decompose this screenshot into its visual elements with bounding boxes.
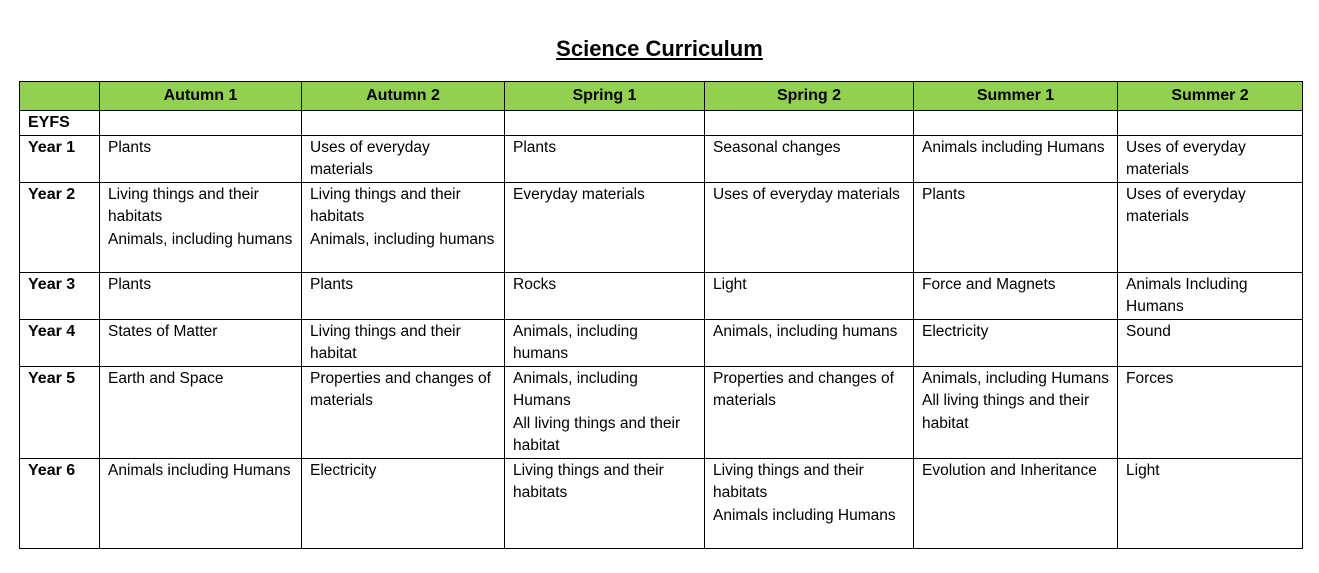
cell-topic: Properties and changes of materials	[310, 369, 491, 409]
table-row	[20, 319, 1303, 366]
cell-topic: Living things and their habitats	[513, 461, 664, 501]
cell-topic: Animals including Humans	[713, 506, 896, 524]
table-cell	[705, 111, 914, 136]
table-row	[20, 111, 1303, 136]
header-row	[20, 82, 1303, 111]
row-label: Year 6	[20, 458, 100, 548]
header-summer-2: Summer 2	[1118, 82, 1303, 111]
table-cell	[705, 135, 914, 182]
cell-topic: Forces	[1126, 369, 1174, 387]
table-cell	[1118, 135, 1303, 182]
cell-topic: States of Matter	[108, 322, 218, 340]
cell-topic: Animals, including humans	[713, 322, 898, 340]
cell-topic: Electricity	[922, 322, 989, 340]
cell-topic: Earth and Space	[108, 369, 224, 387]
cell-topic: Animals, including humans	[513, 322, 638, 362]
cell-topic: Force and Magnets	[922, 275, 1056, 293]
row-label: Year 2	[20, 182, 100, 272]
table-cell	[705, 272, 914, 319]
cell-topic: All living things and their habitat	[513, 414, 681, 454]
table-cell	[914, 319, 1118, 366]
cell-topic: Light	[1126, 461, 1160, 479]
header-autumn-1: Autumn 1	[100, 82, 302, 111]
row-label: Year 3	[20, 272, 100, 319]
table-cell	[302, 366, 505, 458]
table-cell	[302, 272, 505, 319]
cell-topic: Living things and their habitats	[310, 185, 461, 225]
cell-topic: Everyday materials	[513, 185, 645, 203]
cell-topic: Animals Including Humans	[1126, 275, 1248, 315]
table-cell	[705, 366, 914, 458]
table-cell	[914, 182, 1118, 272]
table-cell	[505, 366, 705, 458]
table-cell	[705, 319, 914, 366]
table-row	[20, 182, 1303, 272]
table-cell	[100, 182, 302, 272]
table-cell	[1118, 182, 1303, 272]
cell-topic: Living things and their habitat	[310, 322, 461, 362]
cell-topic: Properties and changes of materials	[713, 369, 894, 409]
table-cell	[914, 272, 1118, 319]
cell-topic: Plants	[108, 138, 152, 156]
table-cell	[302, 458, 505, 548]
table-cell	[914, 458, 1118, 548]
cell-topic: Uses of everyday materials	[713, 185, 900, 203]
header-summer-1: Summer 1	[914, 82, 1118, 111]
table-cell	[505, 319, 705, 366]
cell-topic: Plants	[310, 275, 354, 293]
table-cell	[100, 458, 302, 548]
table-cell	[1118, 366, 1303, 458]
cell-topic: Animals, including Humans	[922, 369, 1109, 387]
table-cell	[302, 319, 505, 366]
cell-topic: Animals including Humans	[108, 461, 291, 479]
table-cell	[1118, 458, 1303, 548]
page-title: Science Curriculum	[556, 36, 763, 61]
table-cell	[505, 111, 705, 136]
table-row	[20, 272, 1303, 319]
cell-topic: Animals including Humans	[922, 138, 1105, 156]
cell-topic: All living things and their habitat	[922, 392, 1090, 432]
cell-topic: Uses of everyday materials	[1126, 185, 1246, 225]
table-cell	[302, 135, 505, 182]
table-row	[20, 458, 1303, 548]
table-cell	[914, 111, 1118, 136]
table-cell	[505, 458, 705, 548]
header-spring-1: Spring 1	[505, 82, 705, 111]
cell-topic: Plants	[108, 275, 152, 293]
cell-topic: Animals, including humans	[310, 230, 495, 248]
table-cell	[302, 182, 505, 272]
table-cell	[1118, 272, 1303, 319]
cell-topic: Animals, including Humans	[513, 369, 638, 409]
cell-topic: Animals, including humans	[108, 230, 293, 248]
row-label: Year 5	[20, 366, 100, 458]
cell-topic: Plants	[922, 185, 966, 203]
cell-topic: Electricity	[310, 461, 377, 479]
table-cell	[100, 366, 302, 458]
table-cell	[100, 135, 302, 182]
cell-topic: Light	[713, 275, 747, 293]
cell-topic: Uses of everyday materials	[310, 138, 430, 178]
cell-topic: Seasonal changes	[713, 138, 841, 156]
row-label: EYFS	[20, 111, 100, 136]
row-label: Year 4	[20, 319, 100, 366]
curriculum-table	[19, 81, 1303, 549]
table-row	[20, 135, 1303, 182]
table-row	[20, 366, 1303, 458]
table-cell	[100, 319, 302, 366]
table-cell	[302, 111, 505, 136]
table-cell	[505, 135, 705, 182]
table-cell	[100, 111, 302, 136]
table-cell	[1118, 111, 1303, 136]
cell-topic: Uses of everyday materials	[1126, 138, 1246, 178]
cell-topic: Rocks	[513, 275, 557, 293]
table-cell	[100, 272, 302, 319]
cell-topic: Living things and their habitats	[108, 185, 259, 225]
header-corner	[20, 82, 100, 111]
header-spring-2: Spring 2	[705, 82, 914, 111]
table-cell	[914, 135, 1118, 182]
table-cell	[505, 182, 705, 272]
table-cell	[705, 458, 914, 548]
table-cell	[505, 272, 705, 319]
table-cell	[705, 182, 914, 272]
cell-topic: Plants	[513, 138, 557, 156]
cell-topic: Evolution and Inheritance	[922, 461, 1097, 479]
row-label: Year 1	[20, 135, 100, 182]
table-cell	[914, 366, 1118, 458]
table-cell	[1118, 319, 1303, 366]
cell-topic: Sound	[1126, 322, 1171, 340]
header-autumn-2: Autumn 2	[302, 82, 505, 111]
cell-topic: Living things and their habitats	[713, 461, 864, 501]
